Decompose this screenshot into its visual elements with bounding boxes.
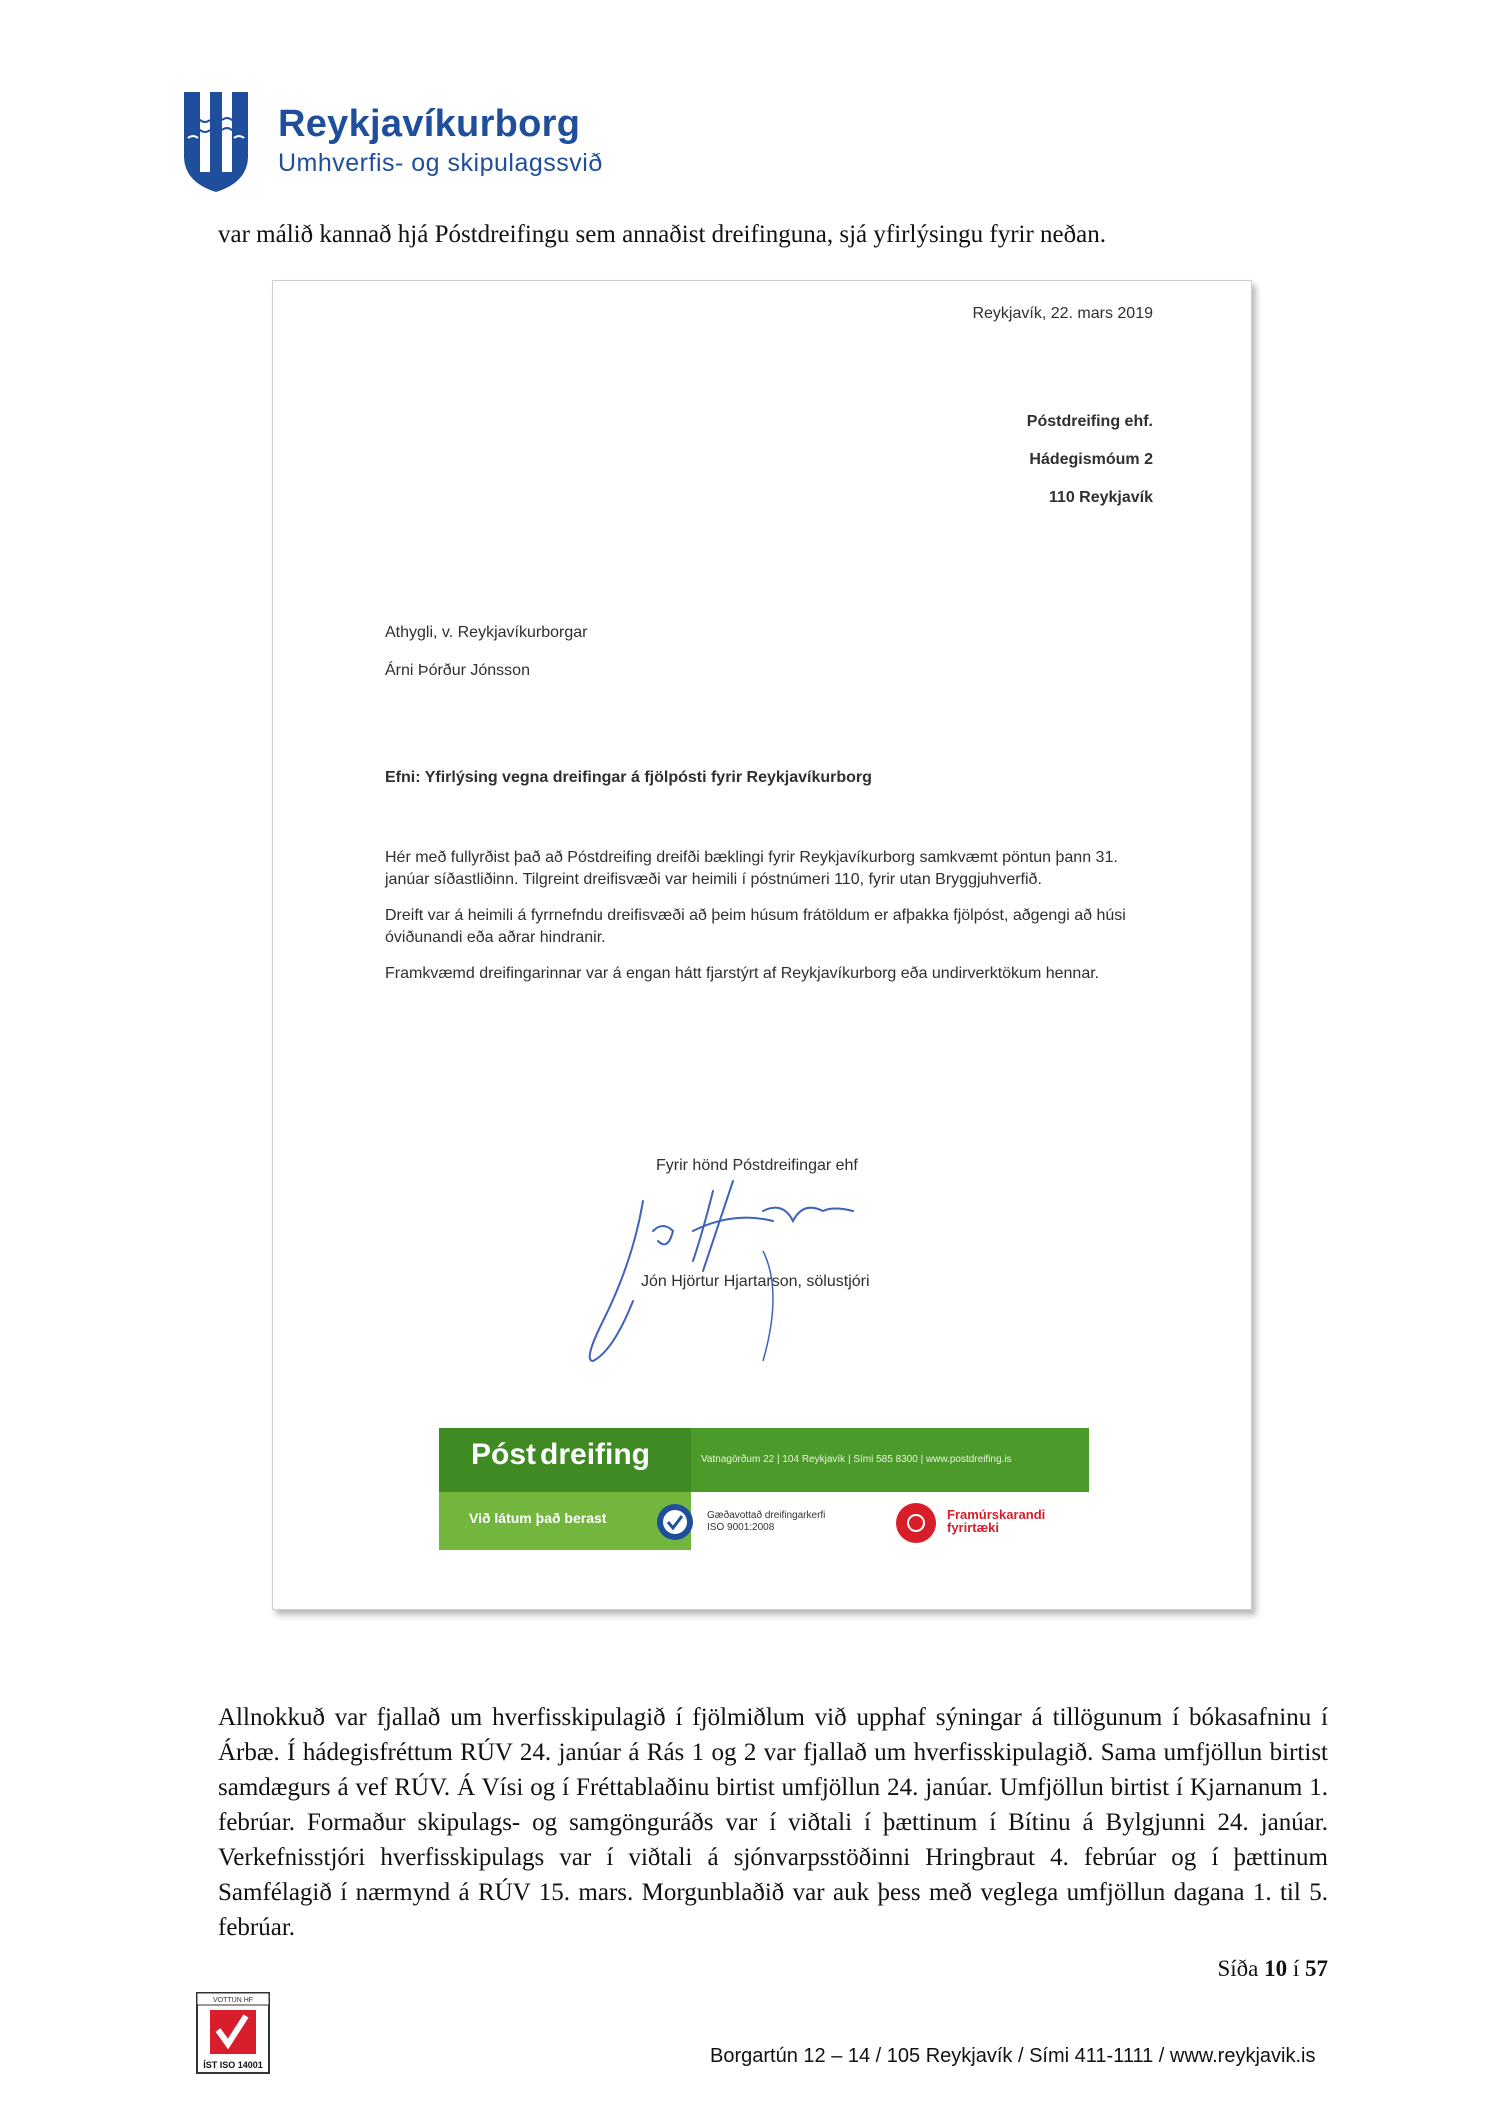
letter-subject: Efni: Yfirlýsing vegna dreifingar á fjölpósti fyrir Reykjavíkurborg <box>385 769 872 786</box>
letter-paragraph: Dreift var á heimili á fyrrnefndu dreifisvæði að þeim húsum frátöldum er afþakka fjölpóst, aðgengi að húsi óviðunandi eða aðrar hindranir. <box>385 907 1126 946</box>
fram-line: fyrirtæki <box>947 1520 1000 1535</box>
logo-subtitle: Umhverfis- og skipulagssvið <box>278 149 603 177</box>
letter-paragraph: Hér með fullyrðist það að Póstdreifing dreifði bæklingi fyrir Reykjavíkurborg samkvæmt pöntun þann 31. janúar síðastliðinn. Tilgreint dreifisvæði var heimili í póstnúmeri 110, fyrir utan Bryggjuhverfið. <box>385 849 1118 888</box>
framurskarandi-badge-icon <box>895 1502 937 1544</box>
recipient-line: Póstdreifing ehf. <box>1026 413 1153 430</box>
letter-signoff: Fyrir hönd Póstdreifingar ehf <box>656 1157 858 1174</box>
intro-line: var málið kannað hjá Póstdreifingu sem annaðist dreifinguna, sjá yfirlýsingu fyrir neðan. <box>218 221 1106 248</box>
fram-line: Framúrskarandi <box>947 1507 1046 1522</box>
banner-contact: Vatnagörðum 22 | 104 Reykjavík | Sími 585 8300 | www.postdreifing.is <box>701 1454 1012 1465</box>
iso-line: ISO 9001:2008 <box>707 1522 775 1533</box>
postdreifing-banner <box>439 1428 1089 1558</box>
logo-part-dreifing: dreifing <box>540 1438 651 1471</box>
logo-title: Reykjavíkurborg <box>278 103 581 145</box>
footer-address: Borgartún 12 – 14 / 105 Reykjavík / Sími 411-1111 / www.reykjavik.is <box>710 2045 1316 2067</box>
page-number <box>1217 1956 1328 1982</box>
reykjavik-shield-logo-icon <box>182 90 250 194</box>
page-total: 57 <box>1305 1956 1328 1981</box>
recipient-line: 110 Reykjavík <box>1048 489 1153 506</box>
iso-line: Gæðavottað dreifingarkerfi <box>707 1510 826 1521</box>
letter-date: Reykjavík, 22. mars 2019 <box>972 305 1153 322</box>
framurskarandi-text <box>947 1508 1045 1534</box>
iso-badge-bottom-text: ÍST ISO 14001 <box>203 2060 263 2070</box>
iso-certification-icon <box>655 1502 695 1542</box>
embedded-letter <box>272 280 1252 1610</box>
letter-signatory: Jón Hjörtur Hjartarson, sölustjóri <box>641 1273 870 1290</box>
page-prefix: Síða <box>1217 1956 1259 1981</box>
page-separator: í <box>1292 1956 1300 1981</box>
attention-line: Athygli, v. Reykjavíkurborgar <box>385 624 588 641</box>
iso-text <box>707 1510 825 1534</box>
letter-paragraph: Framkvæmd dreifingarinnar var á engan hátt fjarstýrt af Reykjavíkurborg eða undirverktökum hennar. <box>385 965 1100 982</box>
logo-text <box>278 102 603 178</box>
attention-line: Árni Þórður Jónsson <box>385 662 530 679</box>
letter-attention <box>385 614 587 690</box>
main-paragraph: Allnokkuð var fjallað um hverfisskipulagið í fjölmiðlum við upphaf sýningar á tillögunum í bókasafninu í Árbæ. Í hádegisfréttum RÚV 24. janúar á Rás 1 og 2 var fjallað um hverfisskipulagið. Sama umfjöllun birtist samdægurs á vef RÚV. Á Vísi og í Fréttablaðinu birtist umfjöllun 24. janúar. Umfjöllun birtist í Kjarnanum 1. febrúar. Formaður skipulags- og samgönguráðs var í viðtali í þættinum í Bítinu á Bylgjunni 24. janúar. Verkefnisstjóri hverfisskipulags var í viðtali á sjónvarpsstöðinni Hringbraut 4. febrúar og í þættinum Samfélagið í nærmynd á RÚV 15. mars. Morgunblaðið var auk þess með veglega umfjöllun dagana 1. til 5. febrúar. <box>218 1704 1328 1941</box>
postdreifing-logo <box>471 1438 650 1472</box>
recipient-line: Hádegismóum 2 <box>1029 451 1153 468</box>
page-current: 10 <box>1264 1956 1288 1981</box>
iso-14001-badge-icon <box>196 1992 270 2074</box>
iso-badge-top-text: VOTTUN HF <box>212 1997 254 2004</box>
banner-slogan: Við látum það berast <box>469 1510 607 1526</box>
letter-body <box>385 847 1145 999</box>
logo-part-post: Póst <box>471 1438 537 1471</box>
letter-recipient <box>1027 403 1153 517</box>
